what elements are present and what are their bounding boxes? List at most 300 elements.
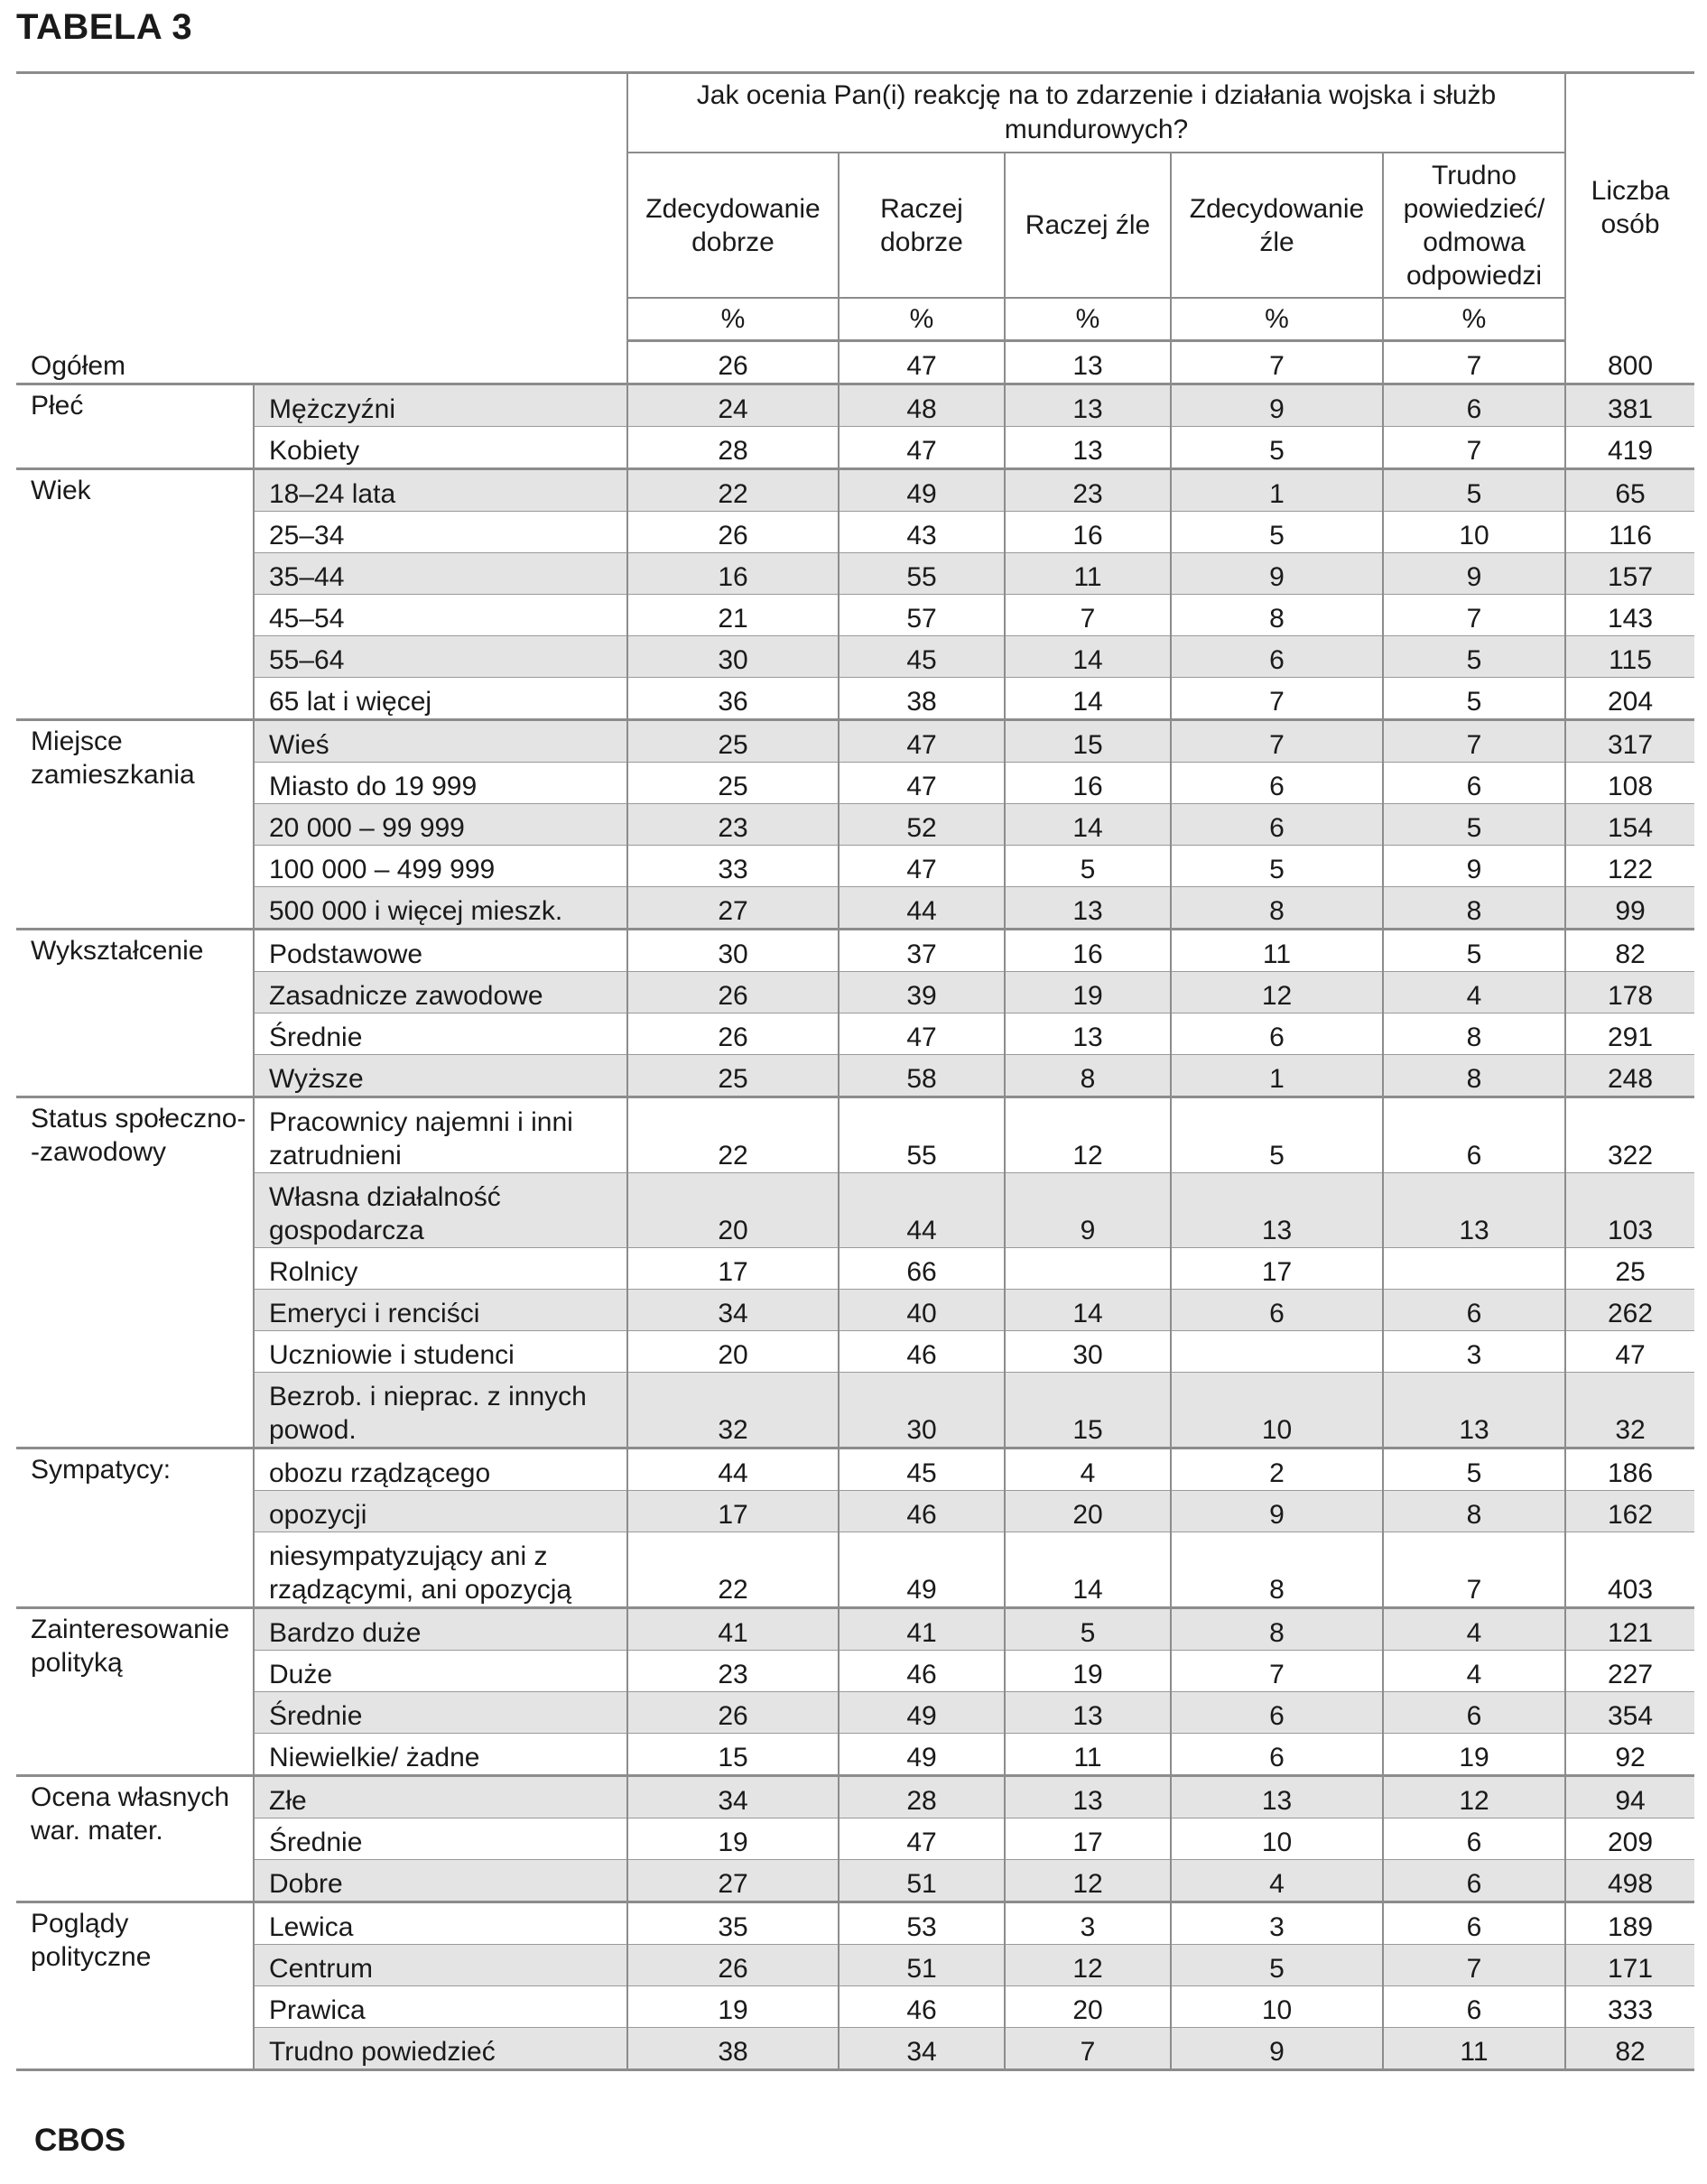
row-label: Wieś [254,720,627,763]
value-cell: 10 [1383,512,1565,553]
value-cell: 13 [1171,1776,1383,1818]
table-row [16,1331,1694,1373]
table-row [16,384,1694,427]
count-cell: 162 [1565,1491,1694,1532]
value-cell: 5 [1171,1945,1383,1986]
count-cell: 262 [1565,1290,1694,1331]
value-cell: 57 [839,595,1005,636]
value-cell: 34 [839,2028,1005,2070]
value-cell: 8 [1005,1055,1171,1097]
table-row [16,763,1694,804]
count-cell: 115 [1565,636,1694,678]
value-cell: 8 [1383,1013,1565,1055]
value-cell: 34 [627,1776,839,1818]
table-row [16,1902,1694,1945]
table-row [16,1013,1694,1055]
value-cell: 20 [627,1331,839,1373]
value-cell: 4 [1383,1651,1565,1692]
count-cell: 178 [1565,972,1694,1013]
total-count: 800 [1565,341,1694,384]
count-cell: 32 [1565,1373,1694,1448]
value-cell: 15 [1005,720,1171,763]
count-cell: 354 [1565,1692,1694,1734]
value-cell: 5 [1383,930,1565,972]
group-label: Status społeczno- -zawodowy [16,1097,254,1448]
value-cell: 7 [1005,2028,1171,2070]
table-row [16,1860,1694,1902]
group-label: Poglądy polityczne [16,1902,254,2070]
value-cell: 25 [627,763,839,804]
group-label: Sympatycy: [16,1448,254,1608]
value-cell: 9 [1171,1491,1383,1532]
value-cell: 28 [839,1776,1005,1818]
value-cell: 12 [1005,1860,1171,1902]
value-cell: 23 [627,804,839,846]
count-cell: 171 [1565,1945,1694,1986]
value-cell: 38 [839,678,1005,720]
value-cell [1005,1248,1171,1290]
row-label: 65 lat i więcej [254,678,627,720]
total-value: 7 [1171,341,1383,384]
group-label: Wykształcenie [16,930,254,1097]
count-cell: 248 [1565,1055,1694,1097]
count-cell: 498 [1565,1860,1694,1902]
value-cell: 22 [627,1097,839,1173]
value-cell: 19 [1005,1651,1171,1692]
value-cell: 9 [1171,2028,1383,2070]
value-cell: 48 [839,384,1005,427]
header-blank [16,73,627,341]
value-cell: 10 [1171,1818,1383,1860]
count-cell: 209 [1565,1818,1694,1860]
value-cell: 12 [1383,1776,1565,1818]
value-cell: 20 [627,1173,839,1248]
row-label: Emeryci i renciści [254,1290,627,1331]
value-cell: 24 [627,384,839,427]
value-cell: 6 [1383,1818,1565,1860]
pct-label: % [839,298,1005,341]
value-cell: 5 [1171,427,1383,469]
row-label: Mężczyźni [254,384,627,427]
question-header: Jak ocenia Pan(i) reakcję na to zdarzenie i działania wojska i służb mundurowych? [627,73,1565,153]
value-cell: 7 [1383,427,1565,469]
count-cell: 116 [1565,512,1694,553]
table-row [16,1776,1694,1818]
value-cell: 7 [1383,595,1565,636]
value-cell: 19 [1383,1734,1565,1776]
value-cell: 36 [627,678,839,720]
row-label: Średnie [254,1692,627,1734]
count-cell: 419 [1565,427,1694,469]
count-cell: 82 [1565,2028,1694,2070]
value-cell: 1 [1171,469,1383,512]
table-row [16,595,1694,636]
value-cell: 46 [839,1651,1005,1692]
row-label: 55–64 [254,636,627,678]
row-label: 35–44 [254,553,627,595]
col-header-raczej-zle: Raczej źle [1005,153,1171,298]
value-cell: 39 [839,972,1005,1013]
value-cell: 6 [1383,1692,1565,1734]
table-row [16,720,1694,763]
value-cell: 19 [627,1818,839,1860]
total-label: Ogółem [31,351,126,381]
value-cell: 13 [1005,887,1171,930]
value-cell: 14 [1005,804,1171,846]
value-cell: 12 [1005,1945,1171,1986]
value-cell: 9 [1171,553,1383,595]
pct-label: % [627,298,839,341]
value-cell: 6 [1171,1013,1383,1055]
count-cell: 381 [1565,384,1694,427]
row-label: Kobiety [254,427,627,469]
value-cell: 7 [1171,720,1383,763]
table-row [16,846,1694,887]
table-row [16,972,1694,1013]
count-cell: 186 [1565,1448,1694,1491]
count-cell: 92 [1565,1734,1694,1776]
value-cell: 26 [627,972,839,1013]
value-cell: 7 [1171,1651,1383,1692]
value-cell: 11 [1171,930,1383,972]
value-cell: 6 [1383,1097,1565,1173]
table-row [16,1097,1694,1173]
pct-label: % [1005,298,1171,341]
value-cell: 1 [1171,1055,1383,1097]
row-label: 500 000 i więcej mieszk. [254,887,627,930]
table-row [16,804,1694,846]
row-label: 18–24 lata [254,469,627,512]
value-cell: 51 [839,1860,1005,1902]
col-header-zdecydowanie-zle: Zdecydowanie źle [1171,153,1383,298]
row-label: obozu rządzącego [254,1448,627,1491]
value-cell: 14 [1005,1290,1171,1331]
value-cell: 5 [1005,846,1171,887]
value-cell: 11 [1383,2028,1565,2070]
count-cell: 143 [1565,595,1694,636]
value-cell: 55 [839,1097,1005,1173]
count-cell: 317 [1565,720,1694,763]
value-cell: 7 [1383,1945,1565,1986]
value-cell: 7 [1383,1532,1565,1608]
value-cell: 9 [1005,1173,1171,1248]
value-cell: 47 [839,427,1005,469]
row-label: Złe [254,1776,627,1818]
value-cell: 23 [627,1651,839,1692]
table-row [16,887,1694,930]
value-cell: 11 [1005,553,1171,595]
value-cell: 7 [1383,720,1565,763]
value-cell: 5 [1383,636,1565,678]
value-cell: 30 [1005,1331,1171,1373]
value-cell: 27 [627,887,839,930]
value-cell: 16 [1005,763,1171,804]
table-row [16,1818,1694,1860]
table-row [16,427,1694,469]
value-cell: 3 [1383,1331,1565,1373]
row-label: Trudno powiedzieć [254,2028,627,2070]
row-label: opozycji [254,1491,627,1532]
count-cell: 189 [1565,1902,1694,1945]
value-cell: 8 [1171,595,1383,636]
value-cell: 22 [627,1532,839,1608]
value-cell: 14 [1005,678,1171,720]
value-cell: 7 [1171,678,1383,720]
total-value: 47 [839,341,1005,384]
value-cell: 40 [839,1290,1005,1331]
value-cell: 66 [839,1248,1005,1290]
value-cell: 21 [627,595,839,636]
value-cell: 19 [1005,972,1171,1013]
table-row [16,512,1694,553]
table-row [16,1986,1694,2028]
value-cell: 13 [1005,427,1171,469]
count-cell: 82 [1565,930,1694,972]
value-cell: 47 [839,720,1005,763]
col-header-trudno-powiedziec: Trudno powiedzieć/ odmowa odpowiedzi [1383,153,1565,298]
count-cell: 65 [1565,469,1694,512]
value-cell: 34 [627,1290,839,1331]
count-cell: 204 [1565,678,1694,720]
count-cell: 103 [1565,1173,1694,1248]
value-cell: 26 [627,1945,839,1986]
count-cell: 333 [1565,1986,1694,2028]
value-cell: 30 [839,1373,1005,1448]
table-row [16,1290,1694,1331]
value-cell: 13 [1383,1373,1565,1448]
value-cell: 26 [627,1013,839,1055]
table-row [16,678,1694,720]
value-cell: 49 [839,1532,1005,1608]
value-cell: 6 [1383,384,1565,427]
value-cell: 8 [1171,1608,1383,1651]
value-cell: 13 [1005,1692,1171,1734]
row-label: Uczniowie i studenci [254,1331,627,1373]
value-cell: 44 [839,1173,1005,1248]
row-label: Zasadnicze zawodowe [254,972,627,1013]
value-cell: 6 [1383,1902,1565,1945]
count-cell: 154 [1565,804,1694,846]
value-cell: 23 [1005,469,1171,512]
col-header-raczej-dobrze: Raczej dobrze [839,153,1005,298]
value-cell: 45 [839,1448,1005,1491]
value-cell: 20 [1005,1986,1171,2028]
row-label: Podstawowe [254,930,627,972]
value-cell: 10 [1171,1373,1383,1448]
table-row [16,1945,1694,1986]
group-label: Ocena własnych war. mater. [16,1776,254,1902]
value-cell: 8 [1171,887,1383,930]
value-cell: 13 [1383,1173,1565,1248]
table-row [16,1692,1694,1734]
value-cell: 6 [1171,1290,1383,1331]
value-cell: 19 [627,1986,839,2028]
value-cell: 20 [1005,1491,1171,1532]
value-cell: 47 [839,763,1005,804]
value-cell: 3 [1171,1902,1383,1945]
row-label: Średnie [254,1013,627,1055]
value-cell: 6 [1171,636,1383,678]
value-cell: 6 [1383,763,1565,804]
value-cell: 37 [839,930,1005,972]
value-cell: 4 [1171,1860,1383,1902]
row-label: 45–54 [254,595,627,636]
count-cell: 47 [1565,1331,1694,1373]
value-cell: 58 [839,1055,1005,1097]
source-label: CBOS [34,2123,126,2158]
value-cell: 12 [1171,972,1383,1013]
total-value: 7 [1383,341,1565,384]
value-cell: 46 [839,1331,1005,1373]
group-label: Wiek [16,469,254,720]
value-cell: 9 [1171,384,1383,427]
value-cell: 53 [839,1902,1005,1945]
value-cell: 5 [1005,1608,1171,1651]
table-row-total [16,341,1694,384]
value-cell: 55 [839,553,1005,595]
table-row [16,1651,1694,1692]
value-cell: 5 [1171,512,1383,553]
value-cell: 44 [627,1448,839,1491]
value-cell: 30 [627,636,839,678]
count-cell: 227 [1565,1651,1694,1692]
count-cell: 108 [1565,763,1694,804]
count-cell: 403 [1565,1532,1694,1608]
row-label: Wyższe [254,1055,627,1097]
count-header: Liczba osób [1565,73,1694,341]
value-cell: 16 [627,553,839,595]
value-cell: 3 [1005,1902,1171,1945]
table-row [16,1608,1694,1651]
value-cell: 30 [627,930,839,972]
value-cell: 6 [1383,1290,1565,1331]
value-cell: 4 [1383,1608,1565,1651]
table-row [16,1373,1694,1448]
value-cell: 8 [1171,1532,1383,1608]
value-cell: 38 [627,2028,839,2070]
value-cell: 12 [1005,1097,1171,1173]
value-cell: 16 [1005,512,1171,553]
value-cell: 43 [839,512,1005,553]
value-cell: 5 [1383,804,1565,846]
value-cell: 9 [1383,846,1565,887]
table-row [16,1491,1694,1532]
table-row [16,2028,1694,2070]
value-cell: 51 [839,1945,1005,1986]
value-cell: 5 [1383,469,1565,512]
value-cell: 7 [1005,595,1171,636]
row-label: Własna działalność gospodarcza [254,1173,627,1248]
value-cell: 41 [627,1608,839,1651]
table-body [16,341,1694,2070]
value-cell: 47 [839,1013,1005,1055]
value-cell: 10 [1171,1986,1383,2028]
count-cell: 122 [1565,846,1694,887]
value-cell: 5 [1171,846,1383,887]
value-cell [1171,1331,1383,1373]
row-label: Bardzo duże [254,1608,627,1651]
value-cell: 5 [1171,1097,1383,1173]
value-cell: 35 [627,1902,839,1945]
value-cell: 33 [627,846,839,887]
count-cell: 99 [1565,887,1694,930]
value-cell: 49 [839,1692,1005,1734]
value-cell: 6 [1171,1734,1383,1776]
pct-label: % [1171,298,1383,341]
row-label: Centrum [254,1945,627,1986]
value-cell: 5 [1383,678,1565,720]
value-cell: 25 [627,720,839,763]
value-cell: 16 [1005,930,1171,972]
value-cell: 9 [1383,553,1565,595]
value-cell: 26 [627,1692,839,1734]
value-cell: 32 [627,1373,839,1448]
value-cell: 14 [1005,636,1171,678]
group-label: Zainteresowanie polityką [16,1608,254,1776]
value-cell: 45 [839,636,1005,678]
table-row [16,1055,1694,1097]
row-label: Pracownicy najemni i inni zatrudnieni [254,1097,627,1173]
value-cell: 17 [627,1491,839,1532]
value-cell: 6 [1171,763,1383,804]
count-cell: 291 [1565,1013,1694,1055]
count-cell: 25 [1565,1248,1694,1290]
row-label: Dobre [254,1860,627,1902]
count-cell: 322 [1565,1097,1694,1173]
value-cell: 49 [839,1734,1005,1776]
row-label: niesympatyzujący ani z rządzącymi, ani opozycją [254,1532,627,1608]
value-cell: 5 [1383,1448,1565,1491]
table-title: TABELA 3 [16,7,193,47]
value-cell: 46 [839,1491,1005,1532]
value-cell: 4 [1005,1448,1171,1491]
row-label: Prawica [254,1986,627,2028]
value-cell: 28 [627,427,839,469]
row-label: Niewielkie/ żadne [254,1734,627,1776]
value-cell: 8 [1383,1055,1565,1097]
row-label: Duże [254,1651,627,1692]
row-label: Rolnicy [254,1248,627,1290]
row-label: 100 000 – 499 999 [254,846,627,887]
value-cell: 2 [1171,1448,1383,1491]
row-label: Średnie [254,1818,627,1860]
value-cell: 15 [627,1734,839,1776]
value-cell: 6 [1383,1860,1565,1902]
value-cell: 46 [839,1986,1005,2028]
value-cell [1383,1248,1565,1290]
group-label: Płeć [16,384,254,469]
value-cell: 8 [1383,887,1565,930]
value-cell: 47 [839,1818,1005,1860]
value-cell: 13 [1171,1173,1383,1248]
value-cell: 25 [627,1055,839,1097]
value-cell: 6 [1171,804,1383,846]
table-row [16,1173,1694,1248]
row-label: Miasto do 19 999 [254,763,627,804]
value-cell: 52 [839,804,1005,846]
row-label: 25–34 [254,512,627,553]
table-row [16,1448,1694,1491]
value-cell: 22 [627,469,839,512]
value-cell: 17 [627,1248,839,1290]
value-cell: 14 [1005,1532,1171,1608]
results-table [16,71,1694,2071]
value-cell: 17 [1005,1818,1171,1860]
count-cell: 94 [1565,1776,1694,1818]
value-cell: 41 [839,1608,1005,1651]
table-row [16,930,1694,972]
table-row [16,553,1694,595]
